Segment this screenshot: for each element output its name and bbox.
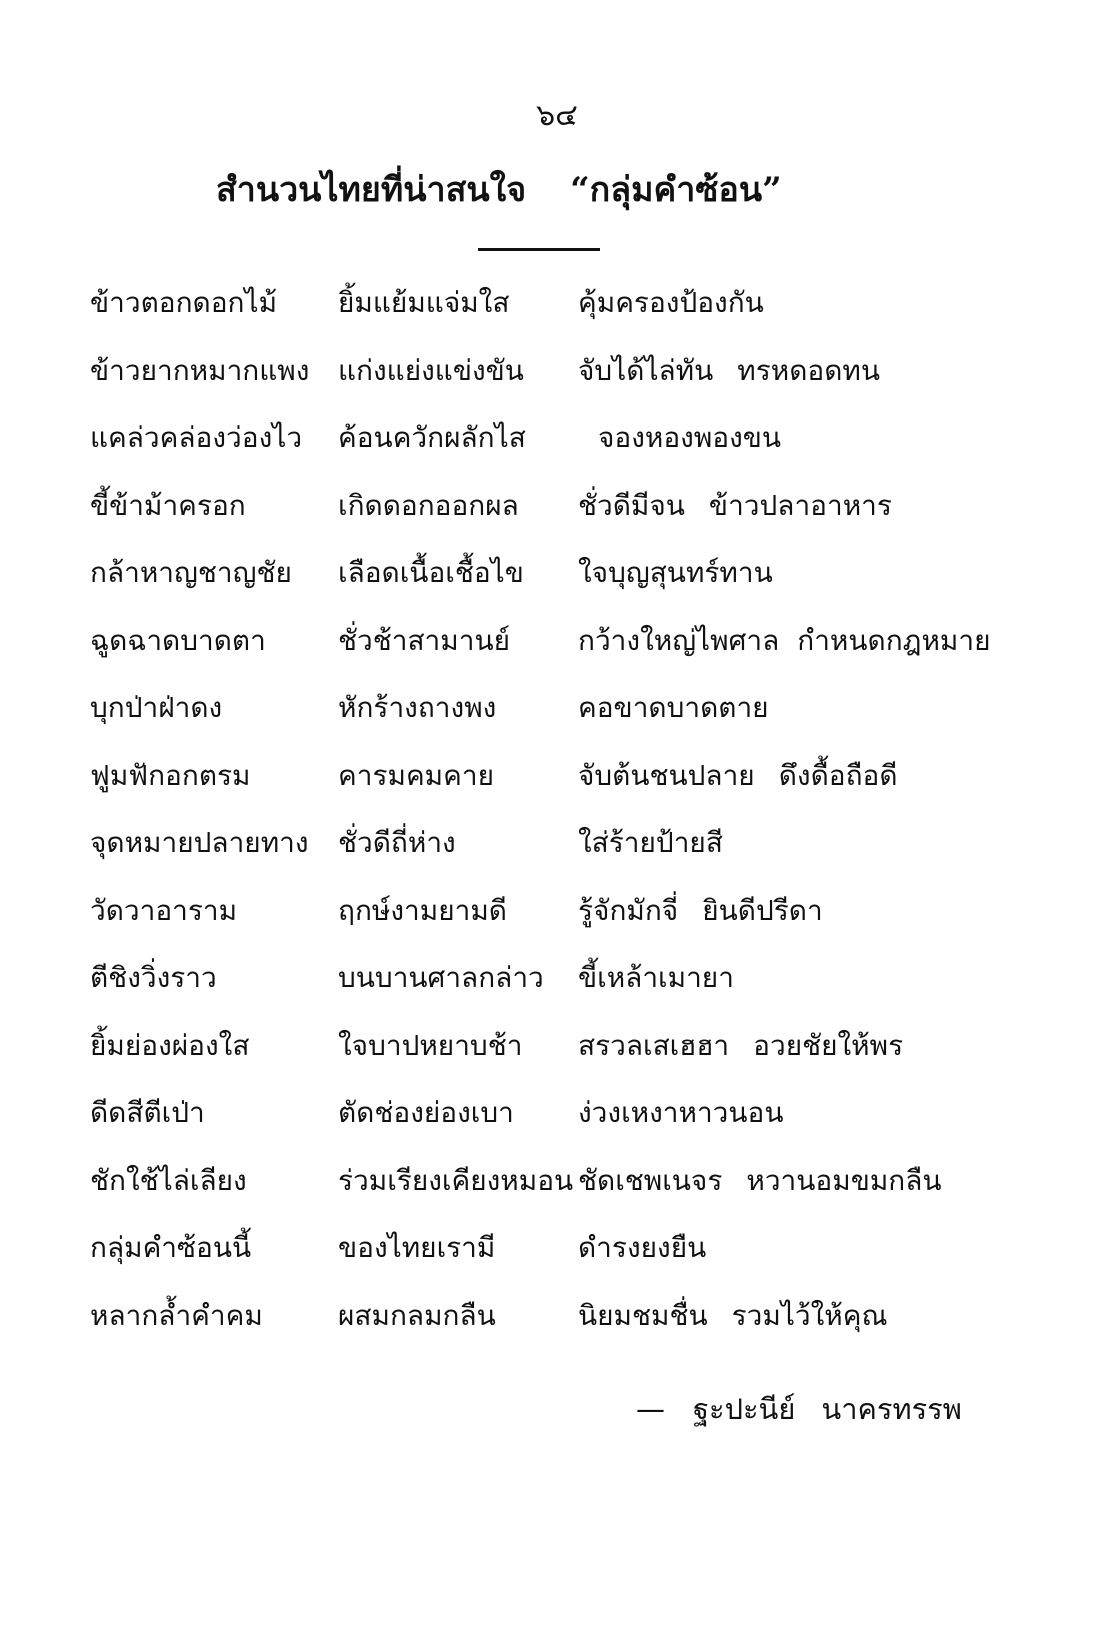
phrase-col3a: ใจบุญสุนทร์ทาน [578, 556, 773, 589]
poem-row [90, 1023, 1010, 1091]
poem-row [90, 753, 1010, 821]
phrase-col3a: ชั่วดีมีจน [578, 488, 685, 522]
phrase-col3b: อวยชัยให้พร [753, 1028, 904, 1062]
phrase-col3 [578, 618, 991, 664]
poem-row [90, 1293, 1010, 1361]
phrase-col3 [578, 1158, 942, 1204]
phrase-col3 [578, 280, 764, 326]
phrase-col3a: สรวลเสเฮฮา [578, 1028, 730, 1062]
phrase-col3 [578, 820, 723, 866]
phrase-col3 [578, 888, 823, 934]
phrase-col2: ชั่วช้าสามานย์ [338, 623, 510, 657]
phrase-col3a: จับได้ไล่ทัน [578, 353, 714, 387]
phrase-col3b: รวมไว้ให้คุณ [731, 1298, 888, 1332]
phrase-col2: ฤกษ์งามยามดี [338, 893, 507, 927]
phrase-col3a: ดำรงยงยืน [578, 1231, 707, 1264]
phrase-col2: คารมคมคาย [338, 758, 494, 792]
phrase-col1: ฟูมฟักอกตรม [90, 758, 251, 792]
phrase-col3 [578, 955, 734, 1001]
poem-row [90, 685, 1010, 753]
phrase-col3 [578, 483, 892, 529]
phrase-col3a: นิยมชมชื่น [578, 1298, 708, 1332]
phrase-col3b: หวานอมขมกลืน [746, 1163, 942, 1197]
phrase-col2: ผสมกลมกลืน [338, 1298, 496, 1332]
phrase-col1: หลากล้ำคำคม [90, 1298, 263, 1332]
phrase-col1: ฉูดฉาดบาดตา [90, 623, 266, 657]
author-signature [636, 1386, 962, 1432]
phrase-col1: ดีดสีตีเป่า [90, 1096, 205, 1129]
poem-row [90, 1158, 1010, 1226]
phrase-col2: ร่วมเรียงเคียงหมอน [338, 1163, 574, 1197]
phrase-col2: บนบานศาลกล่าว [338, 961, 544, 994]
phrase-col3 [598, 415, 781, 461]
signature-dash: — [636, 1392, 665, 1426]
phrase-col3 [578, 1293, 887, 1339]
poem-row [90, 550, 1010, 618]
phrase-col1: ตีชิงวิ่งราว [90, 961, 217, 994]
phrase-col1: จุดหมายปลายทาง [90, 826, 309, 859]
phrase-col2: ยิ้มแย้มแจ่มใส [338, 286, 510, 319]
phrase-col1: บุกป่าฝ่าดง [90, 691, 223, 724]
poem-row [90, 1090, 1010, 1158]
phrase-col3a: ขี้เหล้าเมายา [578, 961, 734, 994]
phrase-col3b: ยินดีปรีดา [702, 893, 823, 927]
poem-body [90, 280, 1010, 1360]
phrase-col2: แก่งแย่งแข่งขัน [338, 353, 524, 387]
page-title [216, 162, 916, 216]
poem-row [90, 955, 1010, 1023]
phrase-col3 [578, 1090, 784, 1136]
poem-row [90, 618, 1010, 686]
phrase-col3a: ใส่ร้ายป้ายสี [578, 826, 723, 859]
author-last-name: นาครทรรพ [821, 1392, 962, 1426]
phrase-col3 [578, 1023, 903, 1069]
phrase-col1: กลุ่มคำซ้อนนี้ [90, 1231, 252, 1264]
phrase-col2: ของไทยเรามี [338, 1231, 496, 1264]
phrase-col1: ขี้ข้าม้าครอก [90, 488, 246, 522]
phrase-col3a: จับต้นชนปลาย [578, 758, 755, 792]
phrase-col3b: ข้าวปลาอาหาร [708, 488, 892, 522]
phrase-col3 [578, 550, 773, 596]
phrase-col3a: กว้างใหญ่ไพศาล [578, 623, 780, 657]
phrase-col2: เกิดดอกออกผล [338, 488, 519, 522]
phrase-col2: เลือดเนื้อเชื้อไข [338, 556, 524, 589]
phrase-col3 [578, 1225, 706, 1271]
phrase-col1: ข้าวยากหมากแพง [90, 353, 310, 387]
phrase-col2: ใจบาปหยาบช้า [338, 1028, 523, 1062]
phrase-col1: ชักใช้ไล่เลียง [90, 1163, 247, 1197]
phrase-col3a: ชัดเชพเนจร [578, 1163, 723, 1197]
phrase-col2: ชั่วดีถี่ห่าง [338, 826, 456, 859]
phrase-col3 [578, 685, 769, 731]
phrase-col3a: รู้จักมักจี่ [578, 893, 679, 927]
phrase-col3a: ง่วงเหงาหาวนอน [578, 1096, 784, 1129]
phrase-col3 [578, 753, 898, 799]
phrase-col1: วัดวาอาราม [90, 893, 238, 927]
phrase-col3b: กำหนดกฎหมาย [797, 623, 991, 657]
poem-row [90, 1225, 1010, 1293]
title-quoted: “กลุ่มคำซ้อน” [570, 170, 782, 210]
phrase-col3b: ดึงดื้อถือดี [778, 758, 898, 792]
title-underline [478, 248, 600, 251]
phrase-col1: ยิ้มย่องผ่องใส [90, 1028, 250, 1062]
poem-row [90, 348, 1010, 416]
author-first-name: ฐะปะนีย์ [693, 1392, 796, 1426]
phrase-col3b: ทรหดอดทน [737, 353, 881, 387]
phrase-col2: ตัดช่องย่องเบา [338, 1096, 514, 1129]
phrase-col3 [578, 348, 880, 394]
poem-row [90, 415, 1010, 483]
phrase-col1: กล้าหาญชาญชัย [90, 556, 292, 589]
poem-row [90, 483, 1010, 551]
poem-row [90, 280, 1010, 348]
phrase-col1: แคล่วคล่องว่องไว [90, 421, 303, 454]
phrase-col2: หักร้างถางพง [338, 691, 497, 724]
page-number: ๖๔ [536, 98, 578, 133]
phrase-col1: ข้าวตอกดอกไม้ [90, 286, 278, 319]
poem-row [90, 888, 1010, 956]
poem-row [90, 820, 1010, 888]
title-main: สำนวนไทยที่น่าสนใจ [216, 170, 527, 210]
phrase-col2: ค้อนควักผลักไส [338, 421, 526, 454]
phrase-col3a: คุ้มครองป้องกัน [578, 286, 764, 319]
phrase-col3a: คอขาดบาดตาย [578, 691, 769, 724]
phrase-col3a: จองหองพองขน [598, 421, 782, 454]
